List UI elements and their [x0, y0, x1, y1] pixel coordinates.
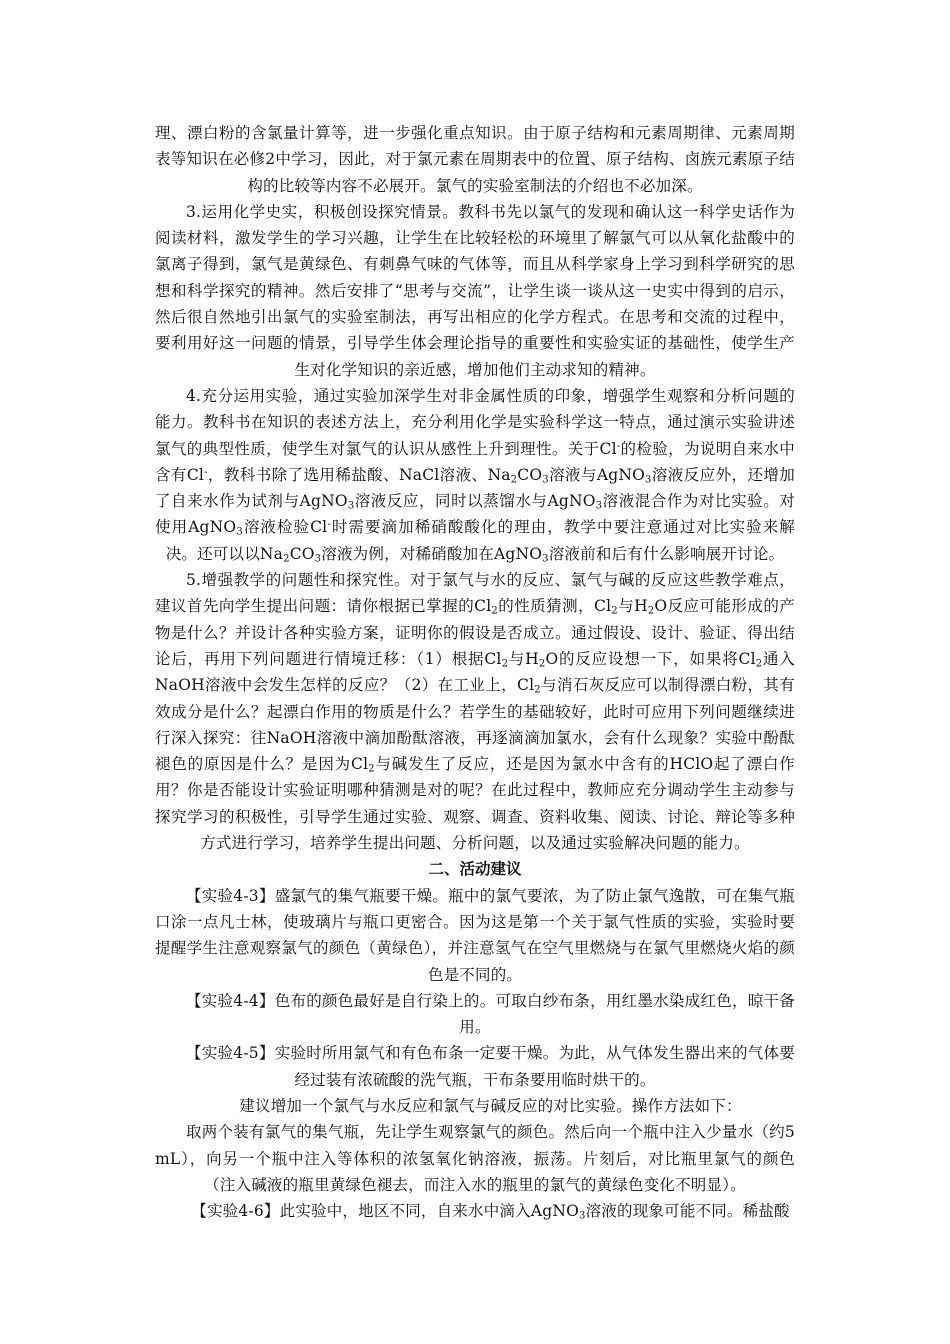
paragraph-experiment-4-4: 【实验4-4】色布的颜色最好是自行染上的。可取白纱布条，用红墨水染成红色，晾干备用。 [186, 991, 795, 1037]
paragraph-intro-continuation: 理、漂白粉的含氯量计算等，进一步强化重点知识。由于原子结构和元素周期律、元素周期表等知识在必修2中学习，因此，对于氯元素在周期表中的位置、原子结构、卤族元素原子结构的比较等内容不必展开。氯气的实验室制法的介绍也不必加深。 [155, 124, 795, 195]
paragraph-suggestion: 建议增加一个氯气与水反应和氯气与碱反应的对比实验。操作方法如下： [239, 1096, 742, 1115]
paragraph-experiment-4-6: 【实验4-6】此实验中，地区不同，自来水中滴入AgNO$_3$溶液的现象可能不同。稀盐酸 [191, 1202, 790, 1222]
paragraph-point-3: 3.运用化学史实，积极创设探究情景。教科书先以氯气的发现和确认这一科学史话作为阅读材料，激发学生的学习兴趣，让学生在比较轻松的环境里了解氯气可以从氧化盐酸中的氯离子得到，氯气是黄绿色、有刺鼻气味的气体等，而且从科学家身上学习到科学研究的思想和科学探究的精神。然后安排了“思考与交流”，让学生谈一谈从这一史实中得到的启示，然后很自然地引出氯气的实验室制法，再写出相应的化学方程式。在思考和交流的过程中，要利用好这一问题的情景，引导学生体会理论指导的重要性和实验实证的基础性，使学生产生对化学知识的亲近感，增加他们主动求知的精神。 [155, 202, 795, 379]
paragraph-method: 取两个装有氯气的集气瓶，先让学生观察氯气的颜色。然后向一个瓶中注入少量水（约5 mL），向另一个瓶中注入等体积的浓氢氧化钠溶液，振荡。片刻后，对比瓶里氯气的颜色（注入碱液的瓶里黄绿色褪去，而注入水的瓶里的氯气的黄绿色变化不明显）。 [155, 1123, 795, 1194]
paragraph-experiment-4-3: 【实验4-3】盛氯气的集气瓶要干燥。瓶中的氯气要浓，为了防止氯气逸散，可在集气瓶口涂一点凡士林，使玻璃片与瓶口更密合。因为这是第一个关于氯气性质的实验，实验时要提醒学生注意观察氯气的颜色（黄绿色），并注意氢气在空气里燃烧与在氯气里燃烧火焰的颜色是不同的。 [155, 886, 795, 984]
paragraph-point-4: 4.充分运用实验，通过实验加深学生对非金属性质的印象，增强学生观察和分析问题的能力。教科书在知识的表述方法上，充分利用化学是实验科学这一特点，通过演示实验讲述氯气的典型性质，使学生对氯气的认识从感性上升到理性。关于Cl-的检验，为说明自来水中含有Cl-，教科书除了选用稀盐酸、NaCl溶液、$Na_2CO_3$溶液与AgNO$_3$溶液反应外，还增加了自来水作为试剂与AgNO$_3$溶液反应，同时以蒸馏水与AgNO$_3$溶液混合作为对比实验。对使用AgNO$_3$溶液检验Cl-时需要滴加稀硝酸酸化的理由，教学中要注意通过对比实验来解决。还可以以$Na_2CO_3$溶液为例，对稀硝酸加在AgNO$_3$溶液前和后有什么影响展开讨论。 [155, 386, 796, 565]
paragraph-point-5: 5.增强教学的问题性和探究性。对于氯气与水的反应、氯气与碱的反应这些教学难点，建议首先向学生提出问题：请你根据已掌握的$Cl_2$的性质猜测，$Cl_2$与$H_2O$反应可能形成的产物是什么？并设计各种实验方案，证明你的假设是否成立。通过假设、设计、验证、得出结论后，再用下列问题进行情境迁移：（1）根据$Cl_2$与$H_2O$的反应设想一下，如果将$Cl_2$通入NaOH溶液中会发生怎样的反应？（2）在工业上，$Cl_2$与消石灰反应可以制得漂白粉，其有效成分是什么？起漂白作用的物质是什么？若学生的基础较好，此时可应用下列问题继续进行深入探究：往NaOH溶液中滴加酚酞溶液，再逐滴滴加氯水，会有什么现象？实验中酚酞褪色的原因是什么？是因为$Cl_2$与碱发生了反应，还是因为氯水中含有的HClO起了漂白作用？你是否能设计实验证明哪种猜测是对的呢？在此过程中，教师应充分调动学生主动参与探究学习的积极性，引导学生通过实验、观察、调查、资料收集、阅读、讨论、辩论等多种方式进行学习，培养学生提出问题、分析问题，以及通过实验解决问题的能力。 [155, 571, 796, 853]
paragraph-experiment-4-5: 【实验4-5】实验时所用氯气和有色布条一定要干燥。为此，从气体发生器出来的气体要经过装有浓硫酸的洗气瓶，干布条要用临时烘干的。 [186, 1044, 795, 1089]
section-heading-activity-suggestions: 二、活动建议 [428, 859, 522, 879]
